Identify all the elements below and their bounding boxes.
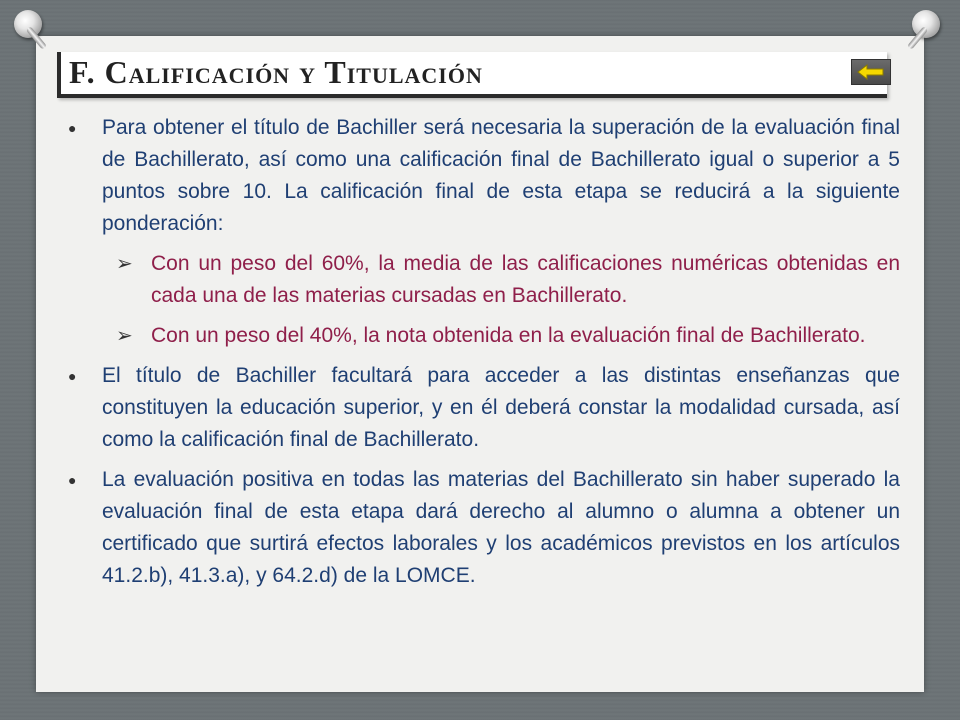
sub-list-item: [60, 320, 900, 352]
sub-item-text: Con un peso del 40%, la nota obtenida en la evaluación final de Bachillerato.: [151, 324, 866, 347]
chevron-arrow-icon: ➢: [116, 325, 133, 347]
dot-bullet-icon: ●: [68, 120, 77, 136]
dot-bullet-icon: ●: [68, 368, 77, 384]
paragraph-text: Para obtener el título de Bachiller será necesaria la superación de la evaluación final de Bachillerato, así como una calificación final de Bachillerato igual o superior a 5 puntos sobre 10. La calificación final de esta etapa se reducirá a la siguiente ponderación:: [102, 116, 900, 235]
left-arrow-icon: [857, 64, 885, 80]
sub-list-item: [60, 248, 900, 312]
chevron-arrow-icon: ➢: [116, 253, 133, 275]
sub-item-text: Con un peso del 60%, la media de las calificaciones numéricas obtenidas en cada una de las materias cursadas en Bachillerato.: [151, 252, 900, 307]
back-button[interactable]: [851, 59, 891, 85]
list-item: [60, 464, 900, 592]
slide-title: F. Calificación y Titulación: [69, 54, 483, 90]
dot-bullet-icon: ●: [68, 472, 77, 488]
title-bar: [57, 52, 887, 98]
thumbtack-icon: [912, 10, 940, 38]
paragraph-text: La evaluación positiva en todas las materias del Bachillerato sin haber superado la evaluación final de esta etapa dará derecho al alumno o alumna a obtener un certificado que surtirá efectos laborales y los académicos previstos en los artículos 41.2.b), 41.3.a), y 64.2.d) de la LOMCE.: [102, 468, 900, 587]
list-item: [60, 360, 900, 456]
slide-content: [60, 112, 900, 600]
thumbtack-icon: [14, 10, 42, 38]
paragraph-text: El título de Bachiller facultará para acceder a las distintas enseñanzas que constituyen la educación superior, y en él deberá constar la modalidad cursada, así como la calificación final de Bachillerato.: [102, 364, 900, 451]
list-item: [60, 112, 900, 240]
